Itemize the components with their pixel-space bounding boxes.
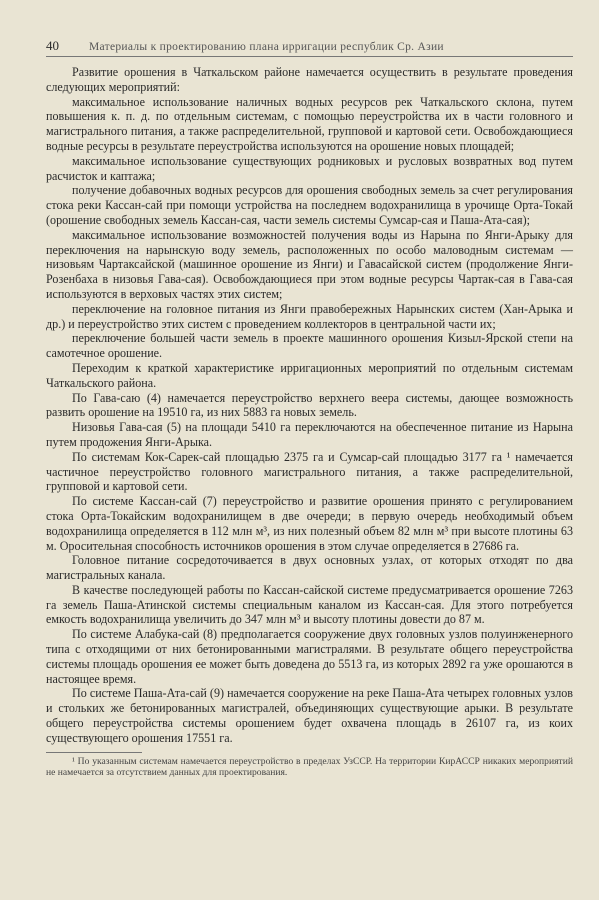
paragraph: максимальное использование наличных водных ресурсов рек Чаткальского склона, путем повышения к. п. д. по отдельным системам, с помощью переустройства их в части головного и магистрального питания, а также распределительной, групповой и картовой сети. Освобождающиеся водные ресурсы в результате переустройства используются на орошение новых площадей; — [46, 94, 573, 153]
paragraph: Низовья Гава-сая (5) на площади 5410 га переключаются на обеспеченное питание из Нарына путем продожения Янги-Арыка. — [46, 420, 573, 449]
paragraph: Развитие орошения в Чаткальском районе намечается осуществить в результате проведения следующих мероприятий: — [46, 65, 573, 94]
paragraph: переключение большей части земель в проекте машинного орошения Кизыл-Ярской степи на самотечное орошение. — [46, 331, 573, 361]
footnote: ¹ По указанным системам намечается переустройство в пределах УзССР. На территории КирАССР никаких мероприятий не намечается за отсутствием данных для проектирования. — [46, 755, 573, 779]
footnotes — [46, 756, 573, 779]
paragraph: По системе Алабука-сай (8) предполагается сооружение двух головных узлов полуинженерного типа с отходящими от них бетонированными магистралями. В результате общего переустройства системы площадь орошения ее может быть доведена до 5513 га, из которых 2892 га уже орошаются в настоящее время. — [46, 627, 573, 686]
paragraph: переключение на головное питания из Янги правобережных Нарынских систем (Хан-Арыка и др.) и переустройство этих систем с проведением коллекторов в центральной части их; — [46, 301, 573, 331]
page-header — [46, 38, 573, 57]
paragraph: По Гава-саю (4) намечается переустройство верхнего веера системы, дающее возможность развить орошение на 19510 га, из них 5883 га новых земель. — [46, 390, 573, 420]
body-text — [46, 65, 573, 746]
paragraph: максимальное использование существующих родниковых и русловых возвратных вод путем расчисток и каптажа; — [46, 153, 573, 183]
paragraph: максимальное использование возможностей получения воды из Нарына по Янги-Арыку для переключения на нарынскую воду земель, расположенных по особо маловодным системам — низовьям Чартаксайской (машинное орошение из Янги) и Гавасайской систем (продолжение Янги-Розенбаха в низовья Гава-сая). Освобождающиеся при этом водные ресурсы Чартак-сая в Гава-сая используются в верховых частях этих систем; — [46, 227, 573, 301]
paragraph: Переходим к краткой характеристике ирригационных мероприятий по отдельным системам Чаткальского района. — [46, 360, 573, 390]
page-number: 40 — [46, 38, 59, 53]
paragraph: Головное питание сосредоточивается в двух основных узлах, от которых отходят по два магистральных канала. — [46, 553, 573, 583]
paragraph: получение добавочных водных ресурсов для орошения свободных земель за счет регулирования стока реки Кассан-сай при помощи устройства на последнем водохранилища в урочище Орта-Токай (орошение свободных земель Кассан-сая, части земель системы Сумсар-сая и Паша-Ата-сая); — [46, 183, 573, 227]
paragraph: По системам Кок-Сарек-сай площадью 2375 га и Сумсар-сай площадью 3177 га ¹ намечается частичное переустройство головного магистрального питания, а также распределительной, групповой и картовой сети. — [46, 449, 573, 494]
paragraph: По системе Кассан-сай (7) переустройство и развитие орошения принято с регулированием стока Орта-Токайским водохранилищем в две очереди; в первую очередь необходимый объем водохранилища определяется в 112 млн м³, из них полезный объем 82 млн м³ при высоте плотины 63 м. Оросительная способность источников орошения в этом случае определяется в 27686 га. — [46, 494, 573, 553]
paragraph: В качестве последующей работы по Кассан-сайской системе предусматривается орошение 7263 га земель Паша-Атинской системы специальным каналом из Кассан-сая. Для этого потребуется емкость водохранилища увеличить до 347 млн м³ и высоту плотины довести до 87 м. — [46, 582, 573, 627]
paragraph: По системе Паша-Ата-сай (9) намечается сооружение на реке Паша-Ата четырех головных узлов и стольких же бетонированных магистралей, объединяющих существующие арыки. В результате общего переустройства системы орошением будет охвачена площадь в 26107 га, из коих существующего орошения 17551 га. — [46, 686, 573, 745]
running-title: Материалы к проектированию плана ирригации республик Ср. Азии — [89, 41, 444, 53]
footnote-divider — [46, 752, 142, 753]
